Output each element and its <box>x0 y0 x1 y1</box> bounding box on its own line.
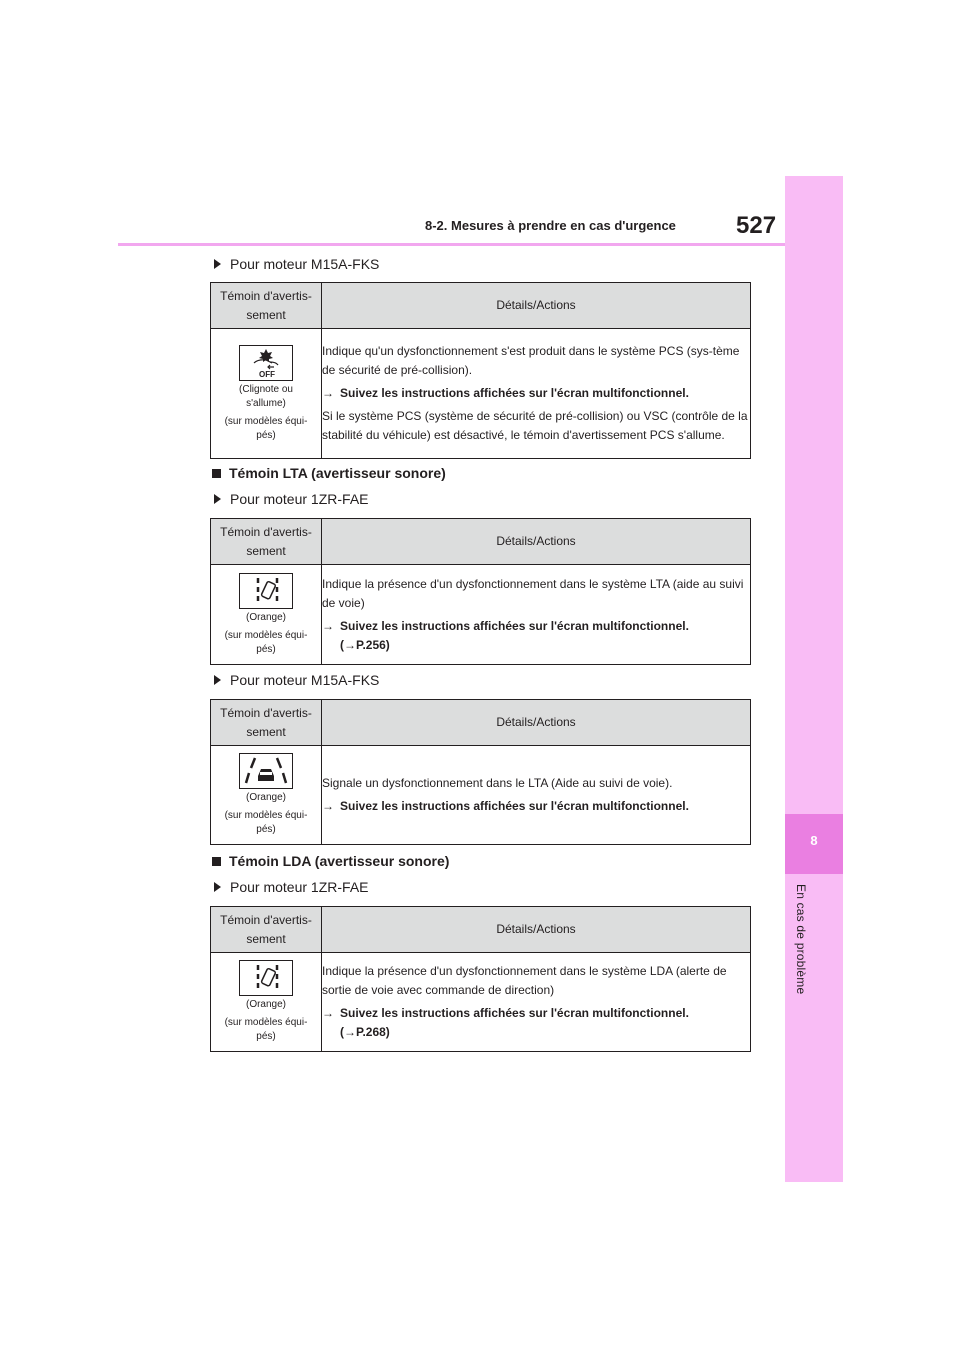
action-text: → Suivez les instructions affichées sur l'écran multifonctionnel. <box>322 797 750 816</box>
icon-note: (sur modèles équi-pés) <box>224 629 308 655</box>
section-title: 8-2. Mesures à prendre en cas d'urgence <box>425 218 676 233</box>
arrow-icon: → <box>322 1006 334 1020</box>
warning-table-lda-1zr <box>210 906 751 1052</box>
icon-cell <box>211 746 322 845</box>
icon-cell <box>211 953 322 1052</box>
chapter-side-tab <box>785 176 843 1182</box>
bullet-triangle-icon <box>214 675 221 685</box>
lane-tracing-assist-icon <box>239 753 293 789</box>
subheading-lda-1zr: Pour moteur 1ZR-FAE <box>214 879 369 895</box>
arrow-icon: → <box>322 799 334 813</box>
chapter-title: En cas de problème <box>794 884 808 995</box>
square-bullet-icon <box>212 857 221 866</box>
icon-note: (sur modèles équi-pés) <box>224 415 308 441</box>
icon-cell <box>211 565 322 665</box>
header-details: Détails/Actions <box>322 283 751 329</box>
header-warning-light: Témoin d'avertis-sement <box>211 283 322 329</box>
detail-text: Indique qu'un dysfonctionnement s'est produit dans le système PCS (sys-tème de sécurité de pré-collision). <box>322 344 740 377</box>
details-cell <box>322 329 751 459</box>
icon-caption: (Clignote ou s'allume) <box>239 383 293 409</box>
icon-note: (sur modèles équi-pés) <box>224 810 308 835</box>
details-cell <box>322 565 751 665</box>
action-text: → Suivez les instructions affichées sur l'écran multifonctionnel. (→P.268) <box>322 1004 750 1042</box>
header-warning-light: Témoin d'avertis-sement <box>211 519 322 565</box>
header-details: Détails/Actions <box>322 700 751 746</box>
heading-lda: Témoin LDA (avertisseur sonore) <box>212 853 449 869</box>
svg-text:OFF: OFF <box>259 369 275 379</box>
icon-caption: (Orange) <box>245 792 286 803</box>
detail-text-2: Si le système PCS (système de sécurité de pré-collision) ou VSC (contrôle de la stabilité du véhicule) est désactivé, le témoin d'avertissement PCS s'allume. <box>322 409 748 442</box>
page-reference: (→P.256) <box>340 637 390 652</box>
arrow-icon: → <box>322 618 334 633</box>
action-text: → Suivez les instructions affichées sur l'écran multifonctionnel. (→P.256) <box>322 617 750 655</box>
heading-lta: Témoin LTA (avertisseur sonore) <box>212 465 446 481</box>
lane-departure-icon <box>239 960 293 996</box>
pcs-off-icon <box>239 345 293 381</box>
warning-table-lta-m15a <box>210 699 751 845</box>
lane-trace-icon <box>239 573 293 609</box>
action-text: → Suivez les instructions affichées sur l'écran multifonctionnel. <box>322 384 750 403</box>
arrow-icon: → <box>322 386 334 400</box>
detail-text: Indique la présence d'un dysfonctionnement dans le système LTA (aide au suivi de voie) <box>322 576 744 610</box>
icon-note: (sur modèles équi-pés) <box>224 1017 308 1042</box>
page-reference: (→P.268) <box>340 1025 390 1039</box>
detail-text: Signale un dysfonctionnement dans le LTA (Aide au suivi de voie). <box>322 776 673 790</box>
subheading-pcs-m15a: Pour moteur M15A-FKS <box>214 256 379 272</box>
icon-caption: (Orange) <box>245 999 286 1010</box>
icon-cell <box>211 329 322 459</box>
header-details: Détails/Actions <box>322 907 751 953</box>
warning-table-pcs <box>210 282 751 459</box>
header-warning-light: Témoin d'avertis-sement <box>211 700 322 746</box>
details-cell <box>322 953 751 1052</box>
warning-table-lta-1zr <box>210 518 751 665</box>
header-warning-light: Témoin d'avertis-sement <box>211 907 322 953</box>
header-rule <box>118 243 785 246</box>
bullet-triangle-icon <box>214 882 221 892</box>
details-cell <box>322 746 751 845</box>
header-details: Détails/Actions <box>322 519 751 565</box>
page-number: 527 <box>736 212 777 239</box>
subheading-lta-m15a: Pour moteur M15A-FKS <box>214 672 379 688</box>
icon-caption: (Orange) <box>245 611 286 623</box>
square-bullet-icon <box>212 469 221 478</box>
bullet-triangle-icon <box>214 494 221 504</box>
detail-text: Indique la présence d'un dysfonctionnement dans le système LDA (alerte de sortie de voie avec commande de direction) <box>322 964 727 997</box>
bullet-triangle-icon <box>214 259 221 269</box>
subheading-lta-1zr: Pour moteur 1ZR-FAE <box>214 491 369 507</box>
chapter-number: 8 <box>810 833 818 848</box>
